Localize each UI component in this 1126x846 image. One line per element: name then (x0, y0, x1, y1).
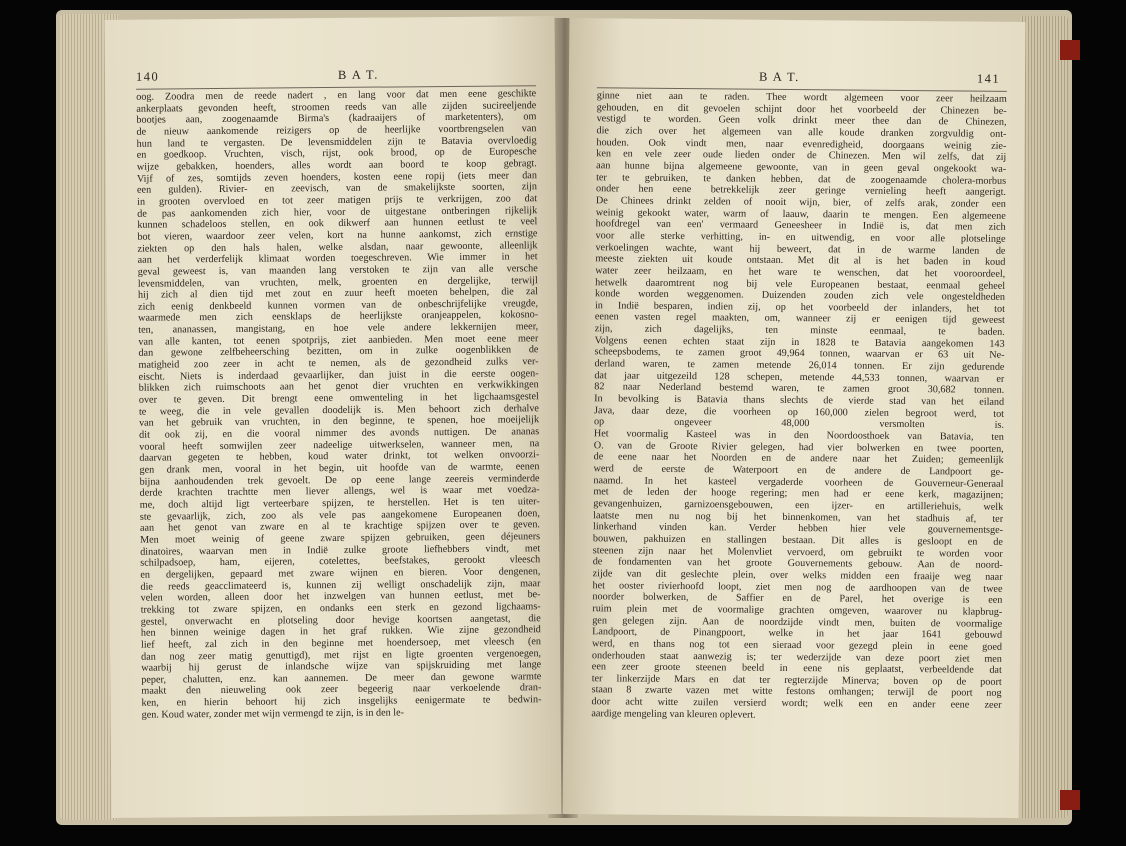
text-line: ter te gebruiken, te danken hebben, dat de zoogenaamde cholera-morbus (596, 171, 1007, 187)
text-line: op ongeveer 48,000 versmolten is. (593, 416, 1004, 432)
text-line: dan nog zeer matig genuttigd), met rijst en ligte groenten vergenoegen, (141, 647, 542, 663)
text-line: bot vieren, waardoor zeer velen, kort na hunne aankomst, zich ernstige (137, 228, 538, 243)
right-page-edges (1020, 16, 1068, 818)
text-line: ken en vele zeer oude lieden onder de Chinezen. Men wil zelfs, dat zij (596, 148, 1007, 164)
text-line: met de leden der hooge regering; men had er eene kerk, magazijnen; (593, 486, 1004, 502)
text-line: gevangenhuizen, garnizoensgebouwen, een ijzer- en artilleriehuis, welk (593, 498, 1004, 513)
text-line: Men moet weinig of geene zware spijzen gebruiken, geen déjeuners (140, 531, 541, 546)
right-running-head (569, 68, 1025, 88)
text-line: de nieuw aankomende reizigers op de heerlijke voortbrengselen van (136, 123, 537, 138)
red-headband-bottom (1060, 790, 1080, 810)
text-line: bootjes aan, zoogenaamde Birma's (kadraaijers of marketenters), om (136, 111, 537, 127)
text-line: Het voormalig Kasteel was in den Noordoosthoek van Batavia, ten (593, 428, 1004, 443)
text-line: bouwen, pakhuizen en stallingen bestaan. Dit alles is gesloopt en de (592, 533, 1003, 548)
right-body-text (591, 90, 1006, 723)
text-line: ziekten op den hals halen, welke alsdan, naar gewoonte, alleenlijk (137, 239, 538, 255)
text-line: eischt. Niets is inderdaad gevaarlijker, dan juist in die eerste oogen- (138, 367, 539, 383)
text-line: O. van de Groote Rivier gelegen, had vier bolwerken en twee poorten, (593, 439, 1004, 455)
running-head-title: B A T. (337, 67, 379, 82)
text-line: eenen vasten regel maakten, om, wanneer zij er eenigen tijd geweest (594, 311, 1005, 327)
text-line: en goedkoop. Vruchten, visch, rijst, ook brood, op de Europesche (136, 146, 537, 161)
text-line: aan het genot van zware en al te krachtige spijzen over te geven. (139, 519, 540, 534)
text-line: maakt den nieuweling ook zeer begeerig naar verkoelende dran- (141, 682, 542, 698)
text-line: over te geven. Dit brengt eene omwenteling in het ligchaamsgestel (138, 391, 539, 406)
text-line: naamd. In het kasteel vergaderde voorheen de Gouverneur-Generaal (593, 474, 1004, 490)
text-line: gestel, onverwacht en plotseling door hevige koortsen aangetast, die (140, 612, 541, 628)
text-line: Vijf of zes, somtijds zeven hoenders, kosten eene ropij (iets meer dan (136, 169, 537, 185)
text-line: staan 8 zwarte vazen met witte festons omhangen; terwijl de poort nog (591, 684, 1002, 700)
text-line: Java, daar deze, die voorheen op 160,000 zielen begroot werd, tot (594, 404, 1005, 420)
text-line: voor alle sterke verhitting, in- en uitwendig, en voor alle plotselinge (595, 230, 1006, 245)
text-line: gen. Koud water, zonder met wijn vermengd te zijn, is in den le- (141, 707, 405, 721)
left-running-head (105, 66, 555, 86)
text-line: door acht witte zuilen versierd wordt; welk een en ander eene zeer (591, 696, 1002, 711)
text-line: te weeg, die in vele gevallen doodelijk is. Men behoort zich derhalve (138, 402, 539, 418)
text-line: konde worden weggenomen. Duizenden zouden zich vele ongesteldheden (595, 288, 1006, 303)
text-line: gen gelegen zijn. Aan de noordzijde vindt men, buiten de voormalige (592, 614, 1003, 630)
text-line: hun land te vergasten. De levensmiddelen zijn te Batavia overvloedig (136, 134, 537, 150)
left-page (105, 16, 562, 818)
right-page (563, 18, 1026, 818)
text-line: waarmede men zich eensklaps de heerlijkste oranjeappelen, kokosno- (138, 309, 539, 325)
text-line: aardige mengeling van kleuren oplevert. (591, 708, 756, 721)
text-line: vestigd te worden. Geen volk drinkt meer thee dan de Chinezen, (596, 113, 1007, 129)
text-line: ter linkerzijde Mars en dat ter regterzijde Minerva; boven op de poort (591, 673, 1002, 688)
text-line: Landpoort, de Pinangpoort, welke in het jaar 1641 gebouwd (592, 626, 1003, 642)
text-line: de pas aankomenden zich hier, voor de uitgestane ontberingen rijkelijk (137, 204, 538, 220)
text-line: matigheid zoo zeer in acht te nemen, als de gezondheid zulks ver- (138, 356, 539, 371)
text-line: dinatoires, waarvan men in Indië zulke groote liefhebbers vindt, met (140, 542, 541, 558)
text-line: trekking tot zware spijzen, en ondanks een sterk en gezond ligchaams- (140, 601, 541, 616)
text-line: derland waren, te zamen metende 26,014 tonnen. Er zijn gedurende (594, 358, 1005, 373)
text-line: zijn, zich dagelijks, ten minste eenmaal, te baden. (594, 323, 1005, 338)
text-line: zich eenig denkbeeld kunnen vormen van de onbeschrijfelijke vreugde, (137, 298, 539, 313)
text-line: ten, ananassen, mangistang, en hoe vele andere lekkernijen meer, (138, 321, 539, 336)
text-line: het ooster rivierhoofd loopt, ziet men nog de aardhoopen van de twee (592, 579, 1003, 595)
text-line: gehouden, en dit gevoelen schijnt door het voorbeeld der Chinezen be- (596, 101, 1007, 117)
text-line: derde krachten trachtte men liever allengs, wel is waar met voedza- (139, 484, 540, 500)
text-line: in grooten overvloed en tot zeer matigen prijs te verkrijgen, zoo dat (137, 193, 538, 208)
text-line: linkerhand vinden kan. Verder hebben hier vele gouvernementsge- (592, 521, 1004, 537)
text-line: blikken zich ruimschoots aan het genot dier vruchten en verkwikkingen (138, 379, 539, 395)
text-line: weinig gekookt water, warm of laauw, daarin te mengen. Een algemeene (595, 206, 1006, 222)
text-line: die zich over het algemeen van alle koude dranken zorgvuldig ont- (596, 125, 1007, 140)
text-line: ruim plein met de voormalige grachten omgeven, waarover nu klapbrug- (592, 603, 1003, 618)
text-line: hoofdregel van een' vermaard Geneesheer in Indië is, dat men zich (595, 218, 1006, 234)
text-line: Volgens eenen echten staat zijn in 1828 te Batavia aangekomen 143 (594, 335, 1005, 350)
text-line: wijze gebakken, hoenders, alles wordt aan boord te koop gebragt. (136, 158, 537, 173)
text-line: 82 naar Nederland bestemd waren, te zamen groot 30,682 tonnen. (594, 381, 1005, 397)
text-line: ankerplaats gevonden heeft, stroomen reeds van alle zijden sucireeljende (136, 99, 537, 115)
text-line: waarbij hij gerust de inlandsche wijze van spijskruiding met lange (141, 659, 542, 674)
text-line: onder hen eene betrekkelijk zeer geringe vernieling heeft aangerigt. (595, 183, 1007, 199)
text-line: daarvan gegeten te hebben, koud water drinkt, tot welken onvoorzi- (139, 449, 540, 465)
text-line: een zeer groote steenen beeld in eene nis geplaatst, verbeeldende dat (591, 661, 1002, 676)
text-line: dan gewone zelfbeheersching bezitten, om in zulke oogenblikken de (138, 344, 539, 360)
text-line: levensmiddelen, van vruchten, melk, groenten en dergelijke, terwijl (137, 274, 538, 290)
text-line: werd, en thans nog tot een sieraad voor gezegd plein in eene goed (591, 638, 1003, 653)
text-line: schilpadsoep, ham, eijeren, cotelettes, beefstakes, gerookt vleesch (140, 554, 541, 569)
text-line: bijna aanhoudenden trek gevoelt. De op eene lange zeereis verminderde (139, 472, 540, 488)
text-line: kunnen schadeloos stellen, en ook dikwerf aan hunnen eetlust te veel (137, 216, 538, 231)
text-line: in Indië besparen, indien zij, op het voorbeeld der inlanders, het tot (594, 300, 1006, 315)
text-line: van alle kanten, tot eenen spotprijs, ziet aanbieden. Men moet eene meer (138, 332, 539, 348)
text-line: een gulden). Rivier- en zeevisch, van de smakelijkste soorten, zijn (136, 181, 538, 196)
text-line: ste gevaarlijk, zich, zoo als vele pas aangekomene Europeanen doen, (139, 507, 540, 523)
text-line: vooral heeft somwijlen zeer nadeelige uitwerkselen, wanneer men, na (139, 437, 540, 453)
text-line: ginne niet aan te raden. Thee wordt algemeen voor zeer heilzaam (596, 90, 1007, 105)
text-line: noorder bolwerken, de Saffier en de Parel, het overige is een (592, 591, 1003, 607)
text-line: dit ook zij, en die vooral nimmer des avonds nuttigen. De ananas (139, 426, 540, 441)
text-line: hen binnen weinige dagen in het graf rukken. Wie zijne gezondheid (140, 624, 541, 639)
text-line: steenen zijn naar het Molenvliet vervoerd, om gebruikt te worden voor (592, 544, 1003, 560)
page-number: 140 (135, 69, 160, 84)
text-line: oog. Zoodra men de reede nadert , en lang voor dat men eene geschikte (136, 88, 537, 103)
text-line: In bevolking is Batavia thans slechts de vierde stad van het eiland (594, 393, 1005, 408)
text-line: verkoelingen wachte, want hij beweert, dat in de warme landen de (595, 241, 1006, 257)
text-line: velen worden, alleen door het inzwelgen van hunnen eetlust, met be- (140, 589, 541, 604)
red-headband-top (1060, 40, 1080, 60)
text-line: aan hunne bijna algemeene gewoonte, van in geen geval ongekookt wa- (596, 160, 1007, 175)
text-line: scheepsbodems, te zamen groot 49,964 tonnen, waarvan er 63 uit Ne- (594, 346, 1005, 362)
text-line: aan het verderfelijk klimaat worden toegeschreven. Wie immer in het (137, 251, 538, 266)
text-line: lief heeft, zal zich in den beginne met hoendersoep, met vleesch (en (140, 636, 542, 651)
text-line: van het gebruik van vruchten, in den beginne, te spenen, hoe moeijelijk (139, 414, 540, 430)
text-line: water zeer heilzaam, en het ware te wenschen, dat het vooroordeel, (595, 265, 1006, 280)
text-line: hij zich al dien tijd met zout en zuur heeft moeten behelpen, die zal (137, 286, 538, 301)
running-head-title: B A T. (758, 69, 800, 85)
text-line: laatste men nu nog bij het binnenkomen, van het stadhuis af, ter (593, 509, 1004, 525)
page-number: 141 (976, 71, 1001, 86)
text-line: dat jaar uitgezeild 128 schepen, metende 44,533 tonnen, waarvan er (594, 370, 1005, 385)
left-body-text (136, 88, 541, 721)
text-line: hetwelk daaromtrent nog bij vele Europeanen bestaat, eenmaal geheel (595, 276, 1006, 292)
text-line: werd de eerste de Waterpoort en de andere de Landpoort ge- (593, 463, 1004, 478)
text-line: ken, en hierin behoort hij zich insgelijks eenigermate te bedwin- (141, 694, 542, 709)
text-line: gen drank men, vooral in het begin, uit hoofde van de warmte, eenen (139, 461, 540, 476)
text-line: en dergelijken, gepaard met zware wijnen en bieren. Voor dengenen, (140, 566, 541, 581)
text-line: meeste ziekten uit koude ontstaan. Met dit al is het baden in koud (595, 253, 1006, 269)
text-line: de fondamenten van het groote Gouvernements gebouw. Aan de noord- (592, 556, 1003, 572)
text-line: peper, chalutten, enz. kan aannemen. De meer dan gewone warmte (141, 671, 542, 686)
text-line: De Chinees drinkt zelden of nooit wijn, bier, of zelfs arak, zonder een (595, 195, 1006, 210)
text-line: zijde van dit geslechte plein, over welks midden een fraaije weg naar (592, 568, 1003, 583)
text-line: geval geweest is, van maanden lang verstoken te zijn van alle versche (137, 263, 538, 278)
text-line: onderhouden staat aanwezig is; ter wederzijde van deze poort ziet men (591, 649, 1002, 665)
text-line: die reeds geacclimateerd is, kunnen zij welligt onschadelijk zijn, maar (140, 577, 541, 593)
text-line: me, doch altijd ligt verteerbare spijzen, te herstellen. Het is ten uiter- (139, 496, 540, 511)
text-line: houden. Ook vindt men, naar evenredigheid, doorgaans weinig zie- (596, 136, 1007, 152)
text-line: de eene naar het Noorden en de andere naar het Zuiden; gemeenlijk (593, 451, 1004, 467)
